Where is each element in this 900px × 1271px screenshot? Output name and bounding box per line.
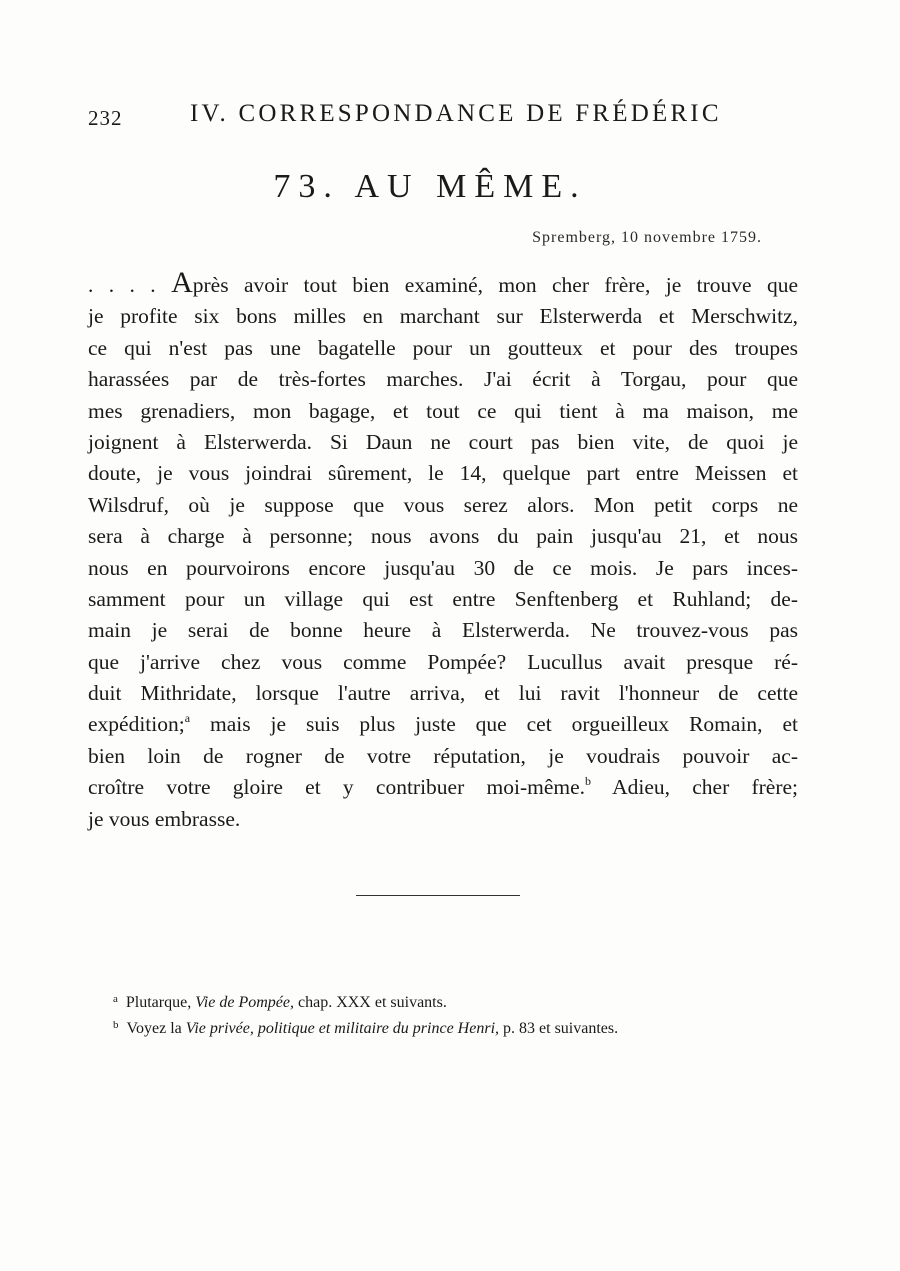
dateline: Spremberg, 10 novembre 1759. (532, 229, 762, 246)
body-line: bien loin de rogner de votre réputation, je voudrais pouvoir ac- (88, 743, 798, 768)
letter-title: 73. AU MÊME. (273, 168, 587, 205)
body-line: main je serai de bonne heure à Elsterwerda. Ne trouvez-vous pas (88, 618, 798, 643)
footnotes (113, 988, 753, 1040)
body-line: nous en pourvoirons encore jusqu'au 30 de ce mois. Je pars inces- (88, 555, 798, 580)
footnote-title: Vie de Pompée, (195, 994, 294, 1011)
footnote-mark: a (113, 993, 118, 1005)
body-line: je vous embrasse. (88, 806, 241, 831)
body-line: . . . . Après avoir tout bien examiné, mon cher frère, je trouve que (88, 266, 798, 299)
footnote-mark: b (113, 1019, 119, 1031)
body-line: ce qui n'est pas une bagatelle pour un goutteux et pour des troupes (88, 335, 798, 360)
footnote-title: Vie privée, politique et militaire du prince Henri, (185, 1020, 500, 1037)
footnote-ref-a[interactable]: a (184, 711, 191, 726)
page-number: 232 (88, 106, 123, 130)
footnote-b: $^b$ Voyez la Vie privée, politique et militaire du prince Henri, p. 83 et suivantes. (113, 1019, 619, 1037)
separator-rule (356, 895, 520, 896)
body-line: joignent à Elsterwerda. Si Daun ne court pas bien vite, de quoi je (88, 429, 798, 454)
body-line: expédition;$^a$ mais je suis plus juste que cet orgueilleux Romain, et (88, 711, 798, 737)
body-line: Wilsdruf, où je suppose que vous serez alors. Mon petit corps ne (88, 492, 798, 517)
body-line: que j'arrive chez vous comme Pompée? Lucullus avait presque ré- (88, 649, 798, 674)
running-title: IV. CORRESPONDANCE DE FRÉDÉRIC (190, 100, 722, 127)
running-head (88, 100, 722, 134)
body-line: doute, je vous joindrai sûrement, le 14, quelque part entre Meissen et (88, 461, 798, 486)
letter-body (88, 266, 799, 835)
body-line: sera à charge à personne; nous avons du pain jusqu'au 21, et nous (88, 524, 798, 549)
footnote-ref-b[interactable]: b (585, 774, 592, 789)
footnote-a: $^a$ Plutarque, Vie de Pompée, chap. XXX et suivants. (113, 993, 447, 1011)
body-line: harassées par de très-fortes marches. J'ai écrit à Torgau, pour que (88, 367, 798, 392)
initial-letter: A (171, 266, 193, 299)
body-line: mes grenadiers, mon bagage, et tout ce qui tient à ma maison, me (88, 398, 798, 423)
body-line: croître votre gloire et y contribuer moi-même.$^b$ Adieu, cher frère; (88, 774, 799, 800)
body-line: samment pour un village qui est entre Senftenberg et Ruhland; de- (88, 586, 798, 611)
body-line: duit Mithridate, lorsque l'autre arriva, et lui ravit l'honneur de cette (88, 681, 798, 706)
body-line: je profite six bons milles en marchant sur Elsterwerda et Merschwitz, (88, 304, 798, 329)
